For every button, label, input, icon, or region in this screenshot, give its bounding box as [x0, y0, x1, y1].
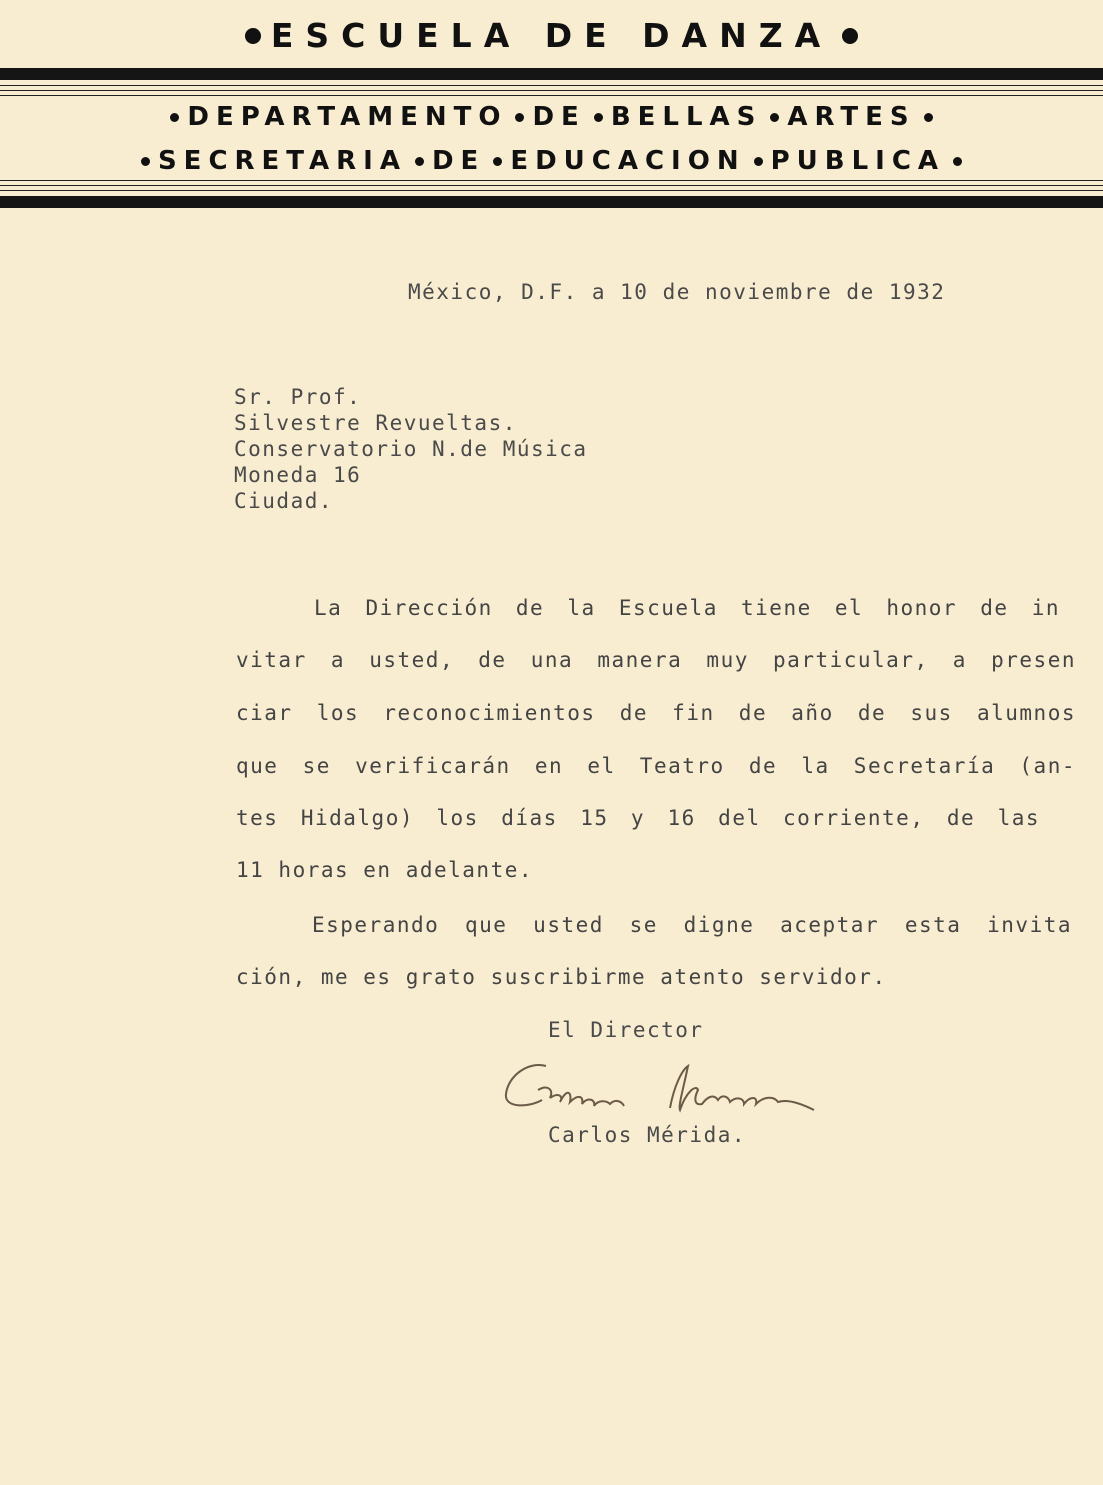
body-paragraph-1-line: La Dirección de la Escuela tiene el honor de in	[314, 596, 1060, 620]
bullet-dot-icon	[754, 157, 763, 166]
letterhead-word: DEPARTAMENTO	[187, 102, 508, 132]
letterhead-word: PUBLICA	[770, 146, 946, 176]
recipient-street: Moneda 16	[234, 463, 362, 487]
bullet-dot-icon	[594, 113, 603, 122]
letterhead-rule	[0, 95, 1103, 96]
bullet-dot-icon	[141, 157, 150, 166]
bullet-dot-icon	[515, 113, 524, 122]
letterhead-word: EDUCACION	[510, 146, 746, 176]
body-paragraph-1-line: vitar a usted, de una manera muy particular, a presen	[236, 648, 1076, 672]
letterhead-word: SECRETARIA	[157, 146, 407, 176]
typed-signature-name: Carlos Mérida.	[548, 1123, 747, 1147]
bullet-dot-icon	[842, 28, 858, 44]
handwritten-signature	[498, 1056, 838, 1126]
bullet-dot-icon	[493, 157, 502, 166]
body-paragraph-2-line: Esperando que usted se digne aceptar esta invita	[312, 913, 1072, 937]
body-paragraph-1-line: 11 horas en adelante.	[236, 858, 534, 882]
letterhead-rule	[0, 196, 1103, 208]
letterhead-rule	[0, 90, 1103, 91]
letterhead-rule	[0, 68, 1103, 80]
letterhead-rule	[0, 190, 1103, 191]
letterhead-word: ARTES	[787, 102, 916, 132]
closing-title: El Director	[548, 1018, 704, 1042]
letterhead-rule	[0, 185, 1103, 186]
bullet-dot-icon	[170, 113, 179, 122]
letterhead-word: BELLAS	[610, 102, 763, 132]
recipient-name: Silvestre Revueltas.	[234, 411, 517, 435]
letterhead-title	[0, 16, 1103, 55]
body-paragraph-1-line: tes Hidalgo) los días 15 y 16 del corriente, de las	[236, 806, 1040, 830]
body-paragraph-1-line: que se verificarán en el Teatro de la Secretaría (an-	[236, 754, 1076, 778]
bullet-dot-icon	[245, 28, 261, 44]
body-paragraph-2-line: ción, me es grato suscribirme atento servidor.	[236, 965, 887, 989]
letterhead-rule	[0, 180, 1103, 181]
recipient-institution: Conservatorio N.de Música	[234, 437, 588, 461]
bullet-dot-icon	[924, 113, 933, 122]
letterhead-rule	[0, 85, 1103, 86]
letterhead-secretariat	[0, 146, 1103, 176]
bullet-dot-icon	[415, 157, 424, 166]
recipient-city: Ciudad.	[234, 489, 334, 513]
letterhead-department	[0, 102, 1103, 132]
body-paragraph-1-line: ciar los reconocimientos de fin de año de sus alumnos	[236, 701, 1076, 725]
bullet-dot-icon	[953, 157, 962, 166]
letterhead-title-text: ESCUELA DE DANZA	[270, 16, 833, 55]
letterhead-word: DE	[532, 102, 586, 132]
letter-date: México, D.F. a 10 de noviembre de 1932	[408, 280, 946, 304]
bullet-dot-icon	[770, 113, 779, 122]
recipient-salutation: Sr. Prof.	[234, 385, 362, 409]
letterhead-word: DE	[431, 146, 486, 176]
